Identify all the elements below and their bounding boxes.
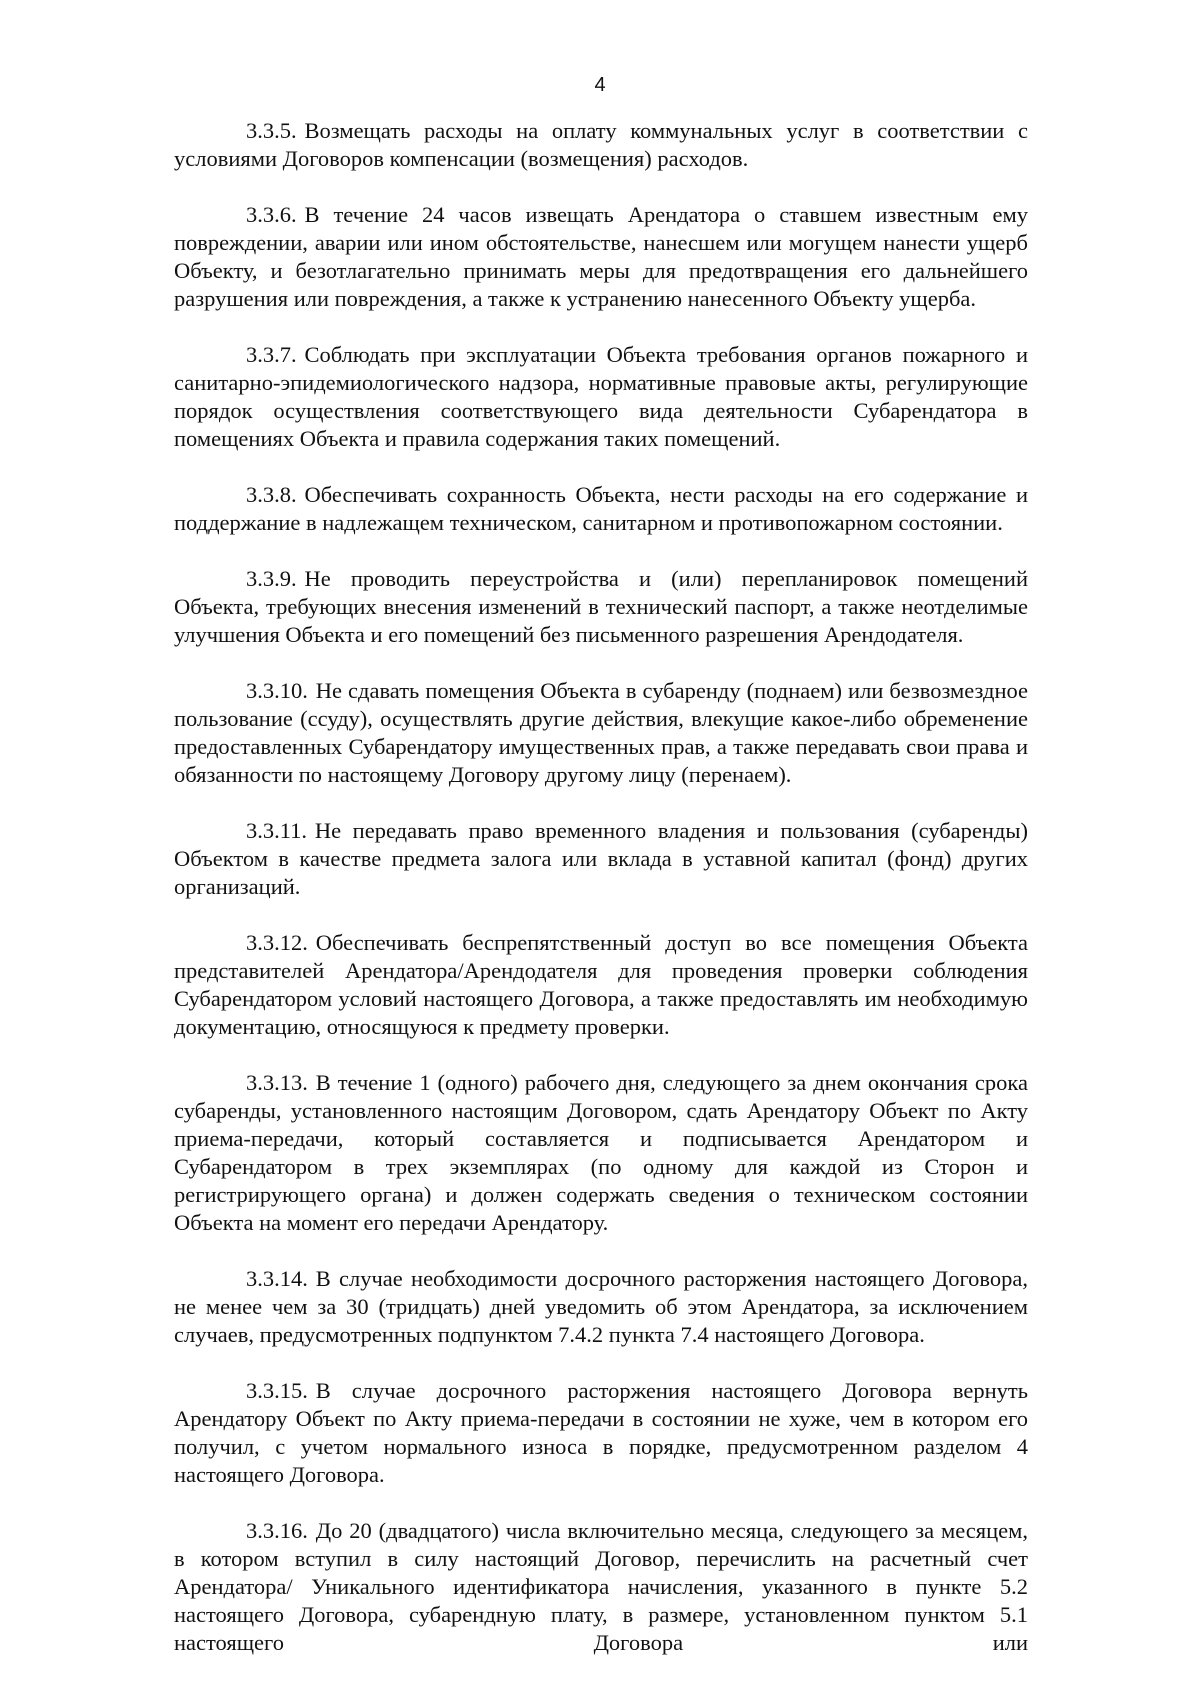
clause-3-3-10 [174, 677, 1028, 789]
clause-3-3-5 [174, 117, 1028, 173]
clause-3-3-11 [174, 817, 1028, 901]
clause-number: 3.3.9. [246, 566, 297, 591]
clause-text: Обеспечивать сохранность Объекта, нести расходы на его содержание и поддержание в надлежащем техническом, санитарном и противопожарном состоянии. [174, 482, 1028, 535]
clause-3-3-15 [174, 1377, 1028, 1489]
clause-number: 3.3.5. [246, 118, 297, 143]
clause-text: Не проводить переустройства и (или) перепланировок помещений Объекта, требующих внесения изменений в технический паспорт, а также неотделимые улучшения Объекта и его помещений без письменного разрешения Арендодателя. [174, 566, 1028, 647]
clause-number: 3.3.16. [246, 1518, 308, 1543]
clause-number: 3.3.10. [246, 678, 308, 703]
document-body [174, 117, 1028, 1657]
clause-3-3-7 [174, 341, 1028, 453]
clause-number: 3.3.8. [246, 482, 297, 507]
clause-number: 3.3.6. [246, 202, 297, 227]
clause-number: 3.3.14. [246, 1266, 308, 1291]
clause-3-3-14 [174, 1265, 1028, 1349]
clause-3-3-12 [174, 929, 1028, 1041]
clause-text: Соблюдать при эксплуатации Объекта требования органов пожарного и санитарно-эпидемиологического надзора, нормативные правовые акты, регулирующие порядок осуществления соответствующего вида деятельности Субарендатора в помещениях Объекта и правила содержания таких помещений. [174, 342, 1028, 451]
clause-text: В случае досрочного расторжения настоящего Договора вернуть Арендатору Объект по Акту приема-передачи в состоянии не хуже, чем в котором его получил, с учетом нормального износа в порядке, предусмотренном разделом 4 настоящего Договора. [174, 1378, 1028, 1487]
clause-3-3-13 [174, 1069, 1028, 1237]
clause-3-3-8 [174, 481, 1028, 537]
page-number: 4 [594, 74, 606, 96]
clause-number: 3.3.11. [246, 818, 308, 843]
clause-3-3-9 [174, 565, 1028, 649]
clause-text: В случае необходимости досрочного расторжения настоящего Договора, не менее чем за 30 (тридцать) дней уведомить об этом Арендатора, за исключением случаев, предусмотренных подпунктом 7.4.2 пункта 7.4 настоящего Договора. [174, 1266, 1028, 1347]
clause-text: Возмещать расходы на оплату коммунальных услуг в соответствии с условиями Договоров компенсации (возмещения) расходов. [174, 118, 1028, 171]
clause-text: Не передавать право временного владения и пользования (субаренды) Объектом в качестве предмета залога или вклада в уставной капитал (фонд) других организаций. [174, 818, 1028, 899]
clause-text: До 20 (двадцатого) числа включительно месяца, следующего за месяцем, в котором вступил в силу настоящий Договор, перечислить на расчетный счет Арендатора/ Уникального идентификатора начисления, указанного в пункте 5.2 настоящего Договора, субарендную плату, в размере, установленном пунктом 5.1 настоящего Договора или [174, 1518, 1028, 1655]
clause-text: В течение 24 часов извещать Арендатора о ставшем известным ему повреждении, аварии или ином обстоятельстве, нанесшем или могущем нанести ущерб Объекту, и безотлагательно принимать меры для предотвращения его дальнейшего разрушения или повреждения, а также к устранению нанесенного Объекту ущерба. [174, 202, 1028, 311]
clause-3-3-16 [174, 1517, 1028, 1657]
clause-text: Обеспечивать беспрепятственный доступ во все помещения Объекта представителей Арендатора/Арендодателя для проведения проверки соблюдения Субарендатором условий настоящего Договора, а также предоставлять им необходимую документацию, относящуюся к предмету проверки. [174, 930, 1028, 1039]
clause-text: В течение 1 (одного) рабочего дня, следующего за днем окончания срока субаренды, установленного настоящим Договором, сдать Арендатору Объект по Акту приема-передачи, который составляется и подписывается Арендатором и Субарендатором в трех экземплярах (по одному для каждой из Сторон и регистрирующего органа) и должен содержать сведения о техническом состоянии Объекта на момент его передачи Арендатору. [174, 1070, 1028, 1235]
clause-3-3-6 [174, 201, 1028, 313]
clause-number: 3.3.13. [246, 1070, 308, 1095]
clause-text: Не сдавать помещения Объекта в субаренду (поднаем) или безвозмездное пользование (ссуду), осуществлять другие действия, влекущие какое-либо обременение предоставленных Субарендатору имущественных прав, а также передавать свои права и обязанности по настоящему Договору другому лицу (перенаем). [174, 678, 1028, 787]
clause-number: 3.3.7. [246, 342, 297, 367]
clause-number: 3.3.12. [246, 930, 308, 955]
clause-number: 3.3.15. [246, 1378, 308, 1403]
